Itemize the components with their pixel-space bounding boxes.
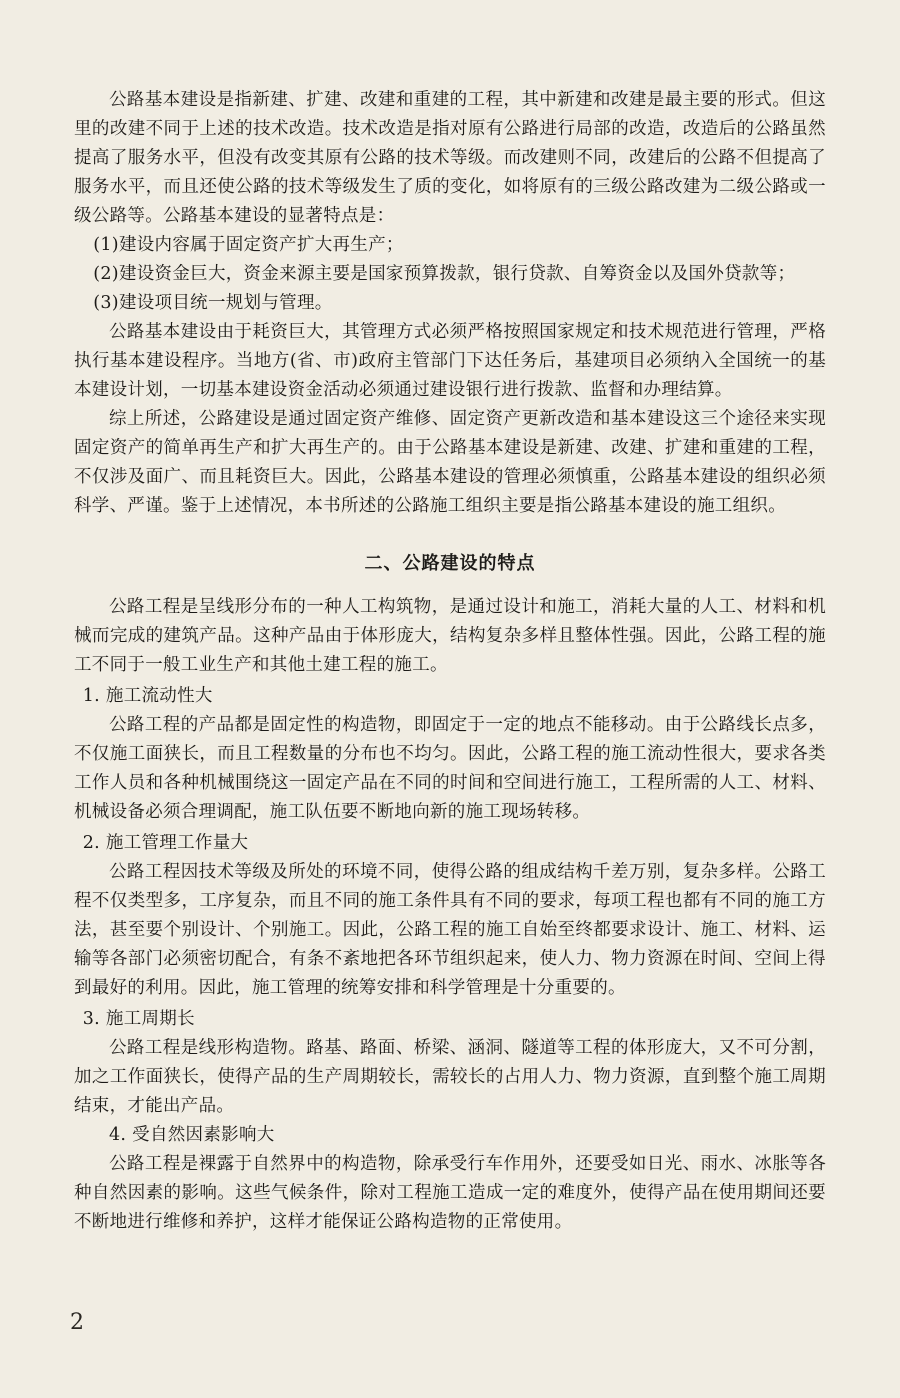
characteristic-heading-4: 4. 受自然因素影响大 <box>109 1125 275 1145</box>
page-content <box>74 86 826 1237</box>
management-paragraph: 公路基本建设由于耗资巨大，其管理方式必须严格按照国家规定和技术规范进行管理，严格执行基本建设程序。当地方(省、市)政府主管部门下达任务后，基建项目必须纳入全国统一的基本建设计划，一切基本建设资金活动必须通过建设银行进行拨款、监督和办理结算。 <box>74 322 826 400</box>
feature-item-3: (3)建设项目统一规划与管理。 <box>93 293 333 313</box>
characteristic-body-2: 公路工程因技术等级及所处的环境不同，使得公路的组成结构千差万别，复杂多样。公路工程不仅类型多，工序复杂，而且不同的施工条件具有不同的要求，每项工程也都有不同的施工方法，甚至要个别设计、个别施工。因此，公路工程的施工自始至终都要求设计、施工、材料、运输等各部门必须密切配合，有条不紊地把各环节组织起来，使人力、物力资源在时间、空间上得到最好的利用。因此，施工管理的统筹安排和科学管理是十分重要的。 <box>74 862 826 998</box>
summary-paragraph: 综上所述，公路建设是通过固定资产维修、固定资产更新改造和基本建设这三个途径来实现固定资产的简单再生产和扩大再生产的。由于公路基本建设是新建、改建、扩建和重建的工程，不仅涉及面广、而且耗资巨大。因此，公路基本建设的管理必须慎重，公路基本建设的组织必须科学、严谨。鉴于上述情况，本书所述的公路施工组织主要是指公路基本建设的施工组织。 <box>74 409 826 516</box>
feature-item-1: (1)建设内容属于固定资产扩大再生产； <box>93 235 404 255</box>
section-intro-paragraph: 公路工程是呈线形分布的一种人工构筑物，是通过设计和施工，消耗大量的人工、材料和机械而完成的建筑产品。这种产品由于体形庞大，结构复杂多样且整体性强。因此，公路工程的施工不同于一般工业生产和其他土建工程的施工。 <box>74 597 826 675</box>
characteristic-heading-3: 3. 施工周期长 <box>82 1009 195 1029</box>
characteristic-heading-1: 1. 施工流动性大 <box>82 686 213 706</box>
intro-paragraph: 公路基本建设是指新建、扩建、改建和重建的工程，其中新建和改建是最主要的形式。但这里的改建不同于上述的技术改造。技术改造是指对原有公路进行局部的改造，改造后的公路虽然提高了服务水平，但没有改变其原有公路的技术等级。而改建则不同，改建后的公路不但提高了服务水平，而且还使公路的技术等级发生了质的变化，如将原有的三级公路改建为二级公路或一级公路等。公路基本建设的显著特点是： <box>74 90 826 226</box>
characteristic-body-3: 公路工程是线形构造物。路基、路面、桥梁、涵洞、隧道等工程的体形庞大，又不可分割，加之工作面狭长，使得产品的生产周期较长，需较长的占用人力、物力资源，直到整个施工周期结束，才能出产品。 <box>74 1038 826 1116</box>
characteristic-heading-2: 2. 施工管理工作量大 <box>82 833 249 853</box>
characteristic-body-1: 公路工程的产品都是固定性的构造物，即固定于一定的地点不能移动。由于公路线长点多，不仅施工面狭长，而且工程数量的分布也不均匀。因此，公路工程的施工流动性很大，要求各类工作人员和各种机械围绕这一固定产品在不同的时间和空间进行施工，工程所需的人工、材料、机械设备必须合理调配，施工队伍要不断地向新的施工现场转移。 <box>74 715 826 822</box>
feature-item-2: (2)建设资金巨大，资金来源主要是国家预算拨款，银行贷款、自筹资金以及国外贷款等； <box>93 264 796 284</box>
section-title: 二、公路建设的特点 <box>364 553 536 574</box>
characteristic-body-4: 公路工程是裸露于自然界中的构造物，除承受行车作用外，还要受如日光、雨水、冰胀等各种自然因素的影响。这些气候条件，除对工程施工造成一定的难度外，使得产品在使用期间还要不断地进行维修和养护，这样才能保证公路构造物的正常使用。 <box>74 1154 826 1232</box>
page-number: 2 <box>70 1310 84 1335</box>
